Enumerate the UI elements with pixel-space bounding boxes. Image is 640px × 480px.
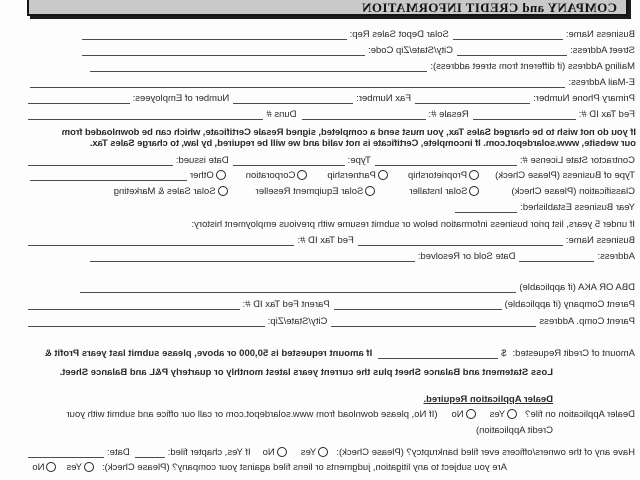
classification-option-sales-marketing: [114, 186, 228, 197]
litigation-row: [32, 462, 507, 473]
parent-fed-tax-id-blank: [28, 299, 240, 310]
chapter-filed-blank: [135, 447, 165, 458]
credit-amount-row: [3, 348, 635, 359]
dealer-app-on-file-row: [66, 409, 635, 420]
fed-tax-id-blank: [473, 109, 576, 120]
bankruptcy-row: [28, 447, 635, 458]
litigation-question: Are you subject to any litigation, judgments or liens filed against your company? (Please Check):: [101, 462, 507, 473]
solar-equipment-reseller-label: Solar Equipment Reseller: [255, 186, 364, 197]
litigation-no-label: No: [32, 462, 45, 473]
bankruptcy-date-label: Date:: [107, 447, 130, 458]
prior-fed-tax-id-blank: [28, 235, 295, 246]
other-radio-icon: [216, 170, 226, 180]
business-type-option-other: [190, 170, 226, 181]
business-name-blank: [453, 29, 563, 40]
dealer-app-required-heading: Dealer Application Required.: [423, 394, 553, 405]
email-label: E-Mail Address:: [568, 77, 635, 88]
resale-blank: [302, 109, 426, 120]
dealer-app-note-row-2: [476, 425, 553, 436]
prior-business-name-label: Business Name:: [565, 235, 635, 246]
sales-tax-notice: [2, 127, 636, 149]
parent-comp-address-blank: [331, 316, 536, 327]
amount-notice-row-2: [60, 367, 553, 378]
parent-company-label: Parent Company (if applicable): [504, 299, 635, 310]
bankruptcy-yes-radio-icon: [318, 447, 328, 457]
corporation-radio-icon: [297, 170, 307, 180]
dba-label: DBA OR AKA (if applicable): [519, 282, 635, 293]
sales-rep-blank: [82, 29, 347, 40]
license-type-label: Type:: [347, 155, 371, 166]
email-row: [30, 77, 635, 88]
date-issued-blank: [28, 155, 173, 166]
solar-sales-marketing-label: Solar Sales & Marketing: [113, 186, 216, 197]
street-address-row: [82, 45, 635, 56]
bankruptcy-no-radio-icon: [277, 447, 287, 457]
litigation-yes-option: [66, 462, 94, 473]
duns-blank: [28, 109, 263, 120]
date-sold-blank: [90, 251, 415, 262]
fed-tax-id-label: Fed Tax ID #:: [578, 109, 635, 120]
bankruptcy-question: Have any of the owners/officers ever filed bankruptcy? (Please Check):: [336, 447, 635, 458]
business-type-option-proprietorship: [408, 170, 479, 181]
amount-notice-line-1: If amount requested is 50,000 or above, please submit last years Profit &: [44, 348, 373, 359]
prior-address-row: [90, 251, 635, 262]
classification-label: Classification (Please Check): [511, 186, 635, 197]
contractor-license-blank: [375, 155, 517, 166]
form-title-bar: [27, 0, 628, 16]
num-employees-label: Number of Employees:: [132, 93, 230, 104]
other-label: Other: [189, 170, 214, 181]
date-issued-label: Date issued:: [175, 155, 229, 166]
bankruptcy-yes-label: Yes: [300, 447, 317, 458]
dealer-app-on-file-label: Dealer Application on file?: [525, 409, 635, 420]
dealer-app-yes-label: Yes: [489, 409, 506, 420]
dealer-app-no-option: [451, 409, 475, 420]
litigation-no-radio-icon: [46, 462, 56, 472]
solar-installer-label: Solar Installer: [409, 186, 468, 197]
form-title: COMPANY and CREDIT INFORMATION: [361, 0, 617, 15]
parent-comp-address-label: Parent Comp. Address: [539, 316, 635, 327]
fax-number-blank: [233, 93, 353, 104]
bankruptcy-no-label: No: [262, 447, 275, 458]
classification-option-reseller: [256, 186, 376, 197]
license-type-blank: [233, 155, 345, 166]
year-established-row: [455, 202, 635, 213]
parent-fed-tax-id-label: Parent Fed Tax ID #:: [242, 299, 330, 310]
year-established-label: Year Business Established:: [520, 202, 635, 213]
sales-tax-notice-line-1: If you do not wish to be charged Sales Tax, you must send a completed, signed Resale Certificate, which can be downloaded from: [61, 127, 636, 138]
partnership-label: Partnership: [327, 170, 376, 181]
prior-fed-tax-id-label: Fed Tax ID #:: [297, 235, 354, 246]
tax-id-row: [28, 109, 635, 120]
city-state-zip-code-blank: [82, 45, 365, 56]
litigation-yes-label: Yes: [66, 462, 82, 473]
solar-equipment-reseller-radio-icon: [365, 186, 375, 196]
prior-address-label: Address:: [597, 251, 635, 262]
street-address-blank: [457, 45, 567, 56]
date-sold-label: Date Sold or Resolved:: [417, 251, 516, 262]
proprietorship-label: Proprietorship: [407, 170, 468, 181]
resale-label: Resale #:: [428, 109, 469, 120]
dealer-app-yes-option: [490, 409, 518, 420]
type-of-business-row: [30, 170, 635, 181]
amount-requested-blank: [378, 348, 498, 359]
bankruptcy-yes-option: [301, 447, 329, 458]
dealer-app-yes-radio-icon: [507, 409, 517, 419]
corporation-label: Corporation: [245, 170, 296, 181]
prior-business-note-row: [191, 219, 635, 230]
contractor-license-row: [28, 155, 635, 166]
email-blank: [30, 77, 565, 88]
litigation-no-option: [32, 462, 56, 473]
proprietorship-radio-icon: [469, 170, 479, 180]
chapter-filed-label: If Yes, chapter filed:: [167, 447, 251, 458]
parent-city-state-zip-blank: [28, 316, 265, 327]
partnership-radio-icon: [378, 170, 388, 180]
mailing-address-row: [90, 61, 635, 72]
business-name-label: Business Name:: [565, 29, 635, 40]
parent-comp-address-row: [28, 316, 635, 327]
business-name-row: [82, 29, 635, 40]
dollar-sign: $: [501, 348, 507, 359]
prior-business-name-blank: [358, 235, 563, 246]
primary-phone-label: Primary Phone Number:: [533, 93, 635, 104]
dba-blank: [80, 282, 516, 293]
business-type-option-corporation: [246, 170, 308, 181]
amount-notice-line-2: Loss Statement and Balance Sheet plus the current years latest monthly or quarterly P&L and Balance Sheet.: [59, 367, 553, 378]
dealer-app-required-row: [423, 394, 553, 405]
sales-rep-label: Solar Depot Sales Rep:: [349, 29, 449, 40]
phone-row: [28, 93, 635, 104]
mailing-address-label: Mailing Address (if different from street address):: [430, 61, 635, 72]
parent-city-state-zip-label: City/State/Zip:: [267, 316, 328, 327]
mailing-address-blank: [90, 61, 427, 72]
litigation-yes-radio-icon: [84, 462, 94, 472]
dba-row: [80, 282, 635, 293]
prior-address-blank: [520, 251, 595, 262]
year-established-blank: [455, 202, 517, 213]
type-of-business-label: Type of Business (Please Check): [495, 170, 635, 181]
contractor-license-label: Contractor State License #:: [519, 155, 635, 166]
dealer-app-no-radio-icon: [466, 409, 476, 419]
solar-installer-radio-icon: [469, 186, 479, 196]
dealer-app-note-2: Credit Application): [475, 425, 553, 436]
fax-number-label: Fax Number:: [356, 93, 412, 104]
amount-requested-label: Amount of Credit Requested:: [512, 348, 635, 359]
prior-business-name-row: [28, 235, 635, 246]
sales-tax-notice-line-2: our website, www.solardepot.com. If incomplete, Certificate is not valid and we will be required, by law, to charge Sales Tax.: [89, 138, 636, 149]
street-address-label: Street Address:: [570, 45, 635, 56]
prior-business-note: If under 5 years, list prior business information below or submit resume with previous employment history:: [191, 219, 635, 230]
classification-option-installer: [409, 186, 479, 197]
business-type-option-partnership: [327, 170, 388, 181]
other-business-type-blank: [30, 170, 187, 181]
dealer-app-note: (If No, please download from www.solardepot.com or call our office and submit with your: [66, 409, 438, 420]
primary-phone-blank: [415, 93, 530, 104]
city-state-zip-code-label: City/State/Zip Code:: [368, 45, 454, 56]
dealer-app-no-label: No: [451, 409, 464, 420]
parent-company-blank: [334, 299, 502, 310]
solar-sales-marketing-radio-icon: [218, 186, 228, 196]
duns-label: Duns #: [266, 109, 297, 120]
parent-company-row: [28, 299, 635, 310]
classification-row: [114, 186, 635, 197]
bankruptcy-no-option: [263, 447, 287, 458]
num-employees-blank: [28, 93, 130, 104]
bankruptcy-date-blank: [28, 447, 104, 458]
